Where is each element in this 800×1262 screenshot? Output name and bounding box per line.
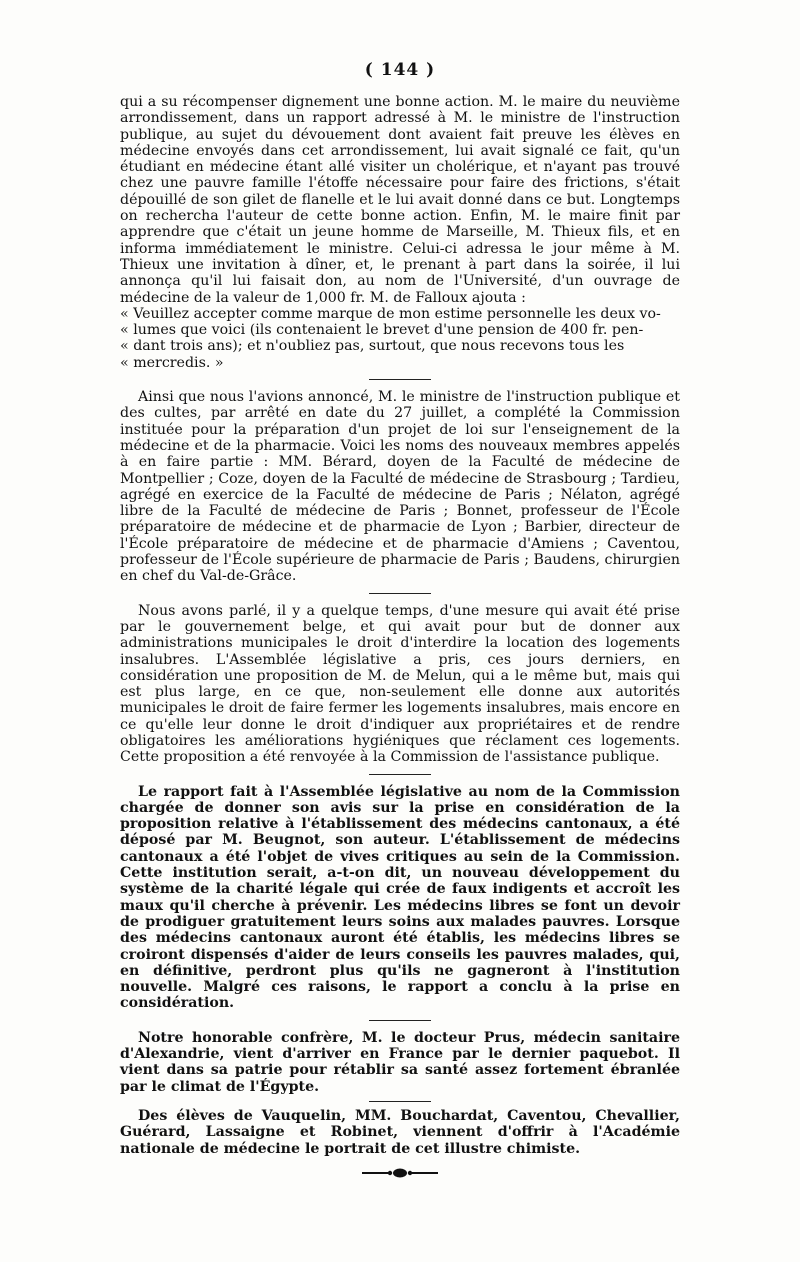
paragraph-vauquelin: Des élèves de Vauquelin, MM. Bouchardat, Caventou, Chevallier, Guérard, Lassaigne et Robinet, viennent d'offrir à l'Académie nationale de médecine le portrait de cet illustre chimiste. xyxy=(120,1107,680,1157)
end-ornament-icon xyxy=(360,1166,440,1180)
article-body xyxy=(120,94,680,1180)
quote-line: « dant trois ans); et n'oubliez pas, surtout, que nous recevons tous les xyxy=(120,338,625,355)
paragraph-medecins-cantonaux: Le rapport fait à l'Assemblée législative au nom de la Commission chargée de donner son avis sur la prise en considération de la proposition relative à l'établissement des médecins cantonaux, a été déposé par M. Beugnot, son auteur. L'établissement de médecins cantonaux a été l'objet de vives critiques au sein de la Commission. Cette institution serait, a-t-on dit, un nouveau développement du système de la charité légale qui crée de faux indigents et accroît les maux qu'il cherche à prévenir. Les médecins libres se font un devoir de prodiguer gratuitement leurs soins aux malades pauvres. Lorsque des médecins cantonaux auront été établis, les médecins libres se croiront dispensés d'aider de leurs conseils les pauvres malades, qui, en définitive, perdront plus qu'ils ne gagneront à l'institution nouvelle. Malgré ces raisons, le rapport a conclu à la prise en considération. xyxy=(120,783,680,1012)
quote-line: « lumes que voici (ils contenaient le brevet d'une pension de 400 fr. pen- xyxy=(120,322,644,339)
quote-line: « Veuillez accepter comme marque de mon estime personnelle les deux vo- xyxy=(120,305,661,322)
section-divider xyxy=(369,593,431,594)
paragraph-prus: Notre honorable confrère, M. le docteur Prus, médecin sanitaire d'Alexandrie, vient d'arriver en France par le dernier paquebot. Il vient dans sa patrie pour rétablir sa santé assez fortement ébranlée par le climat de l'Égypte. xyxy=(120,1029,680,1095)
paragraph-thieux: qui a su récompenser dignement une bonne action. M. le maire du neuvième arrondissement, dans un rapport adressé à M. le ministre de l'instruction publique, au sujet du dévouement dont avaient fait preuve les élèves en médecine envoyés dans cet arrondissement, lui avait signalé ce fait, qu'un étudiant en médecine étant allé visiter un cholérique, et n'ayant pas trouvé chez une pauvre famille l'étoffe nécessaire pour faire des frictions, s'était dépouillé de son gilet de flanelle et le lui avait donné dans ce but. Longtemps on rechercha l'auteur de cette bonne action. Enfin, M. le maire finit par apprendre que c'était un jeune homme de Marseille, M. Thieux fils, et en informa immédiatement le ministre. Celui-ci adressa le jour même à M. Thieux une invitation à dîner, et, le prenant à part dans la soirée, il lui annonça qu'il lui faisait don, au nom de l'Université, d'un ouvrage de médecine de la valeur de 1,000 fr. M. de Falloux ajouta : xyxy=(120,94,680,306)
page-number: ( 144 ) xyxy=(364,60,436,80)
section-divider xyxy=(369,1101,431,1102)
quote-line: « mercredis. » xyxy=(120,354,224,371)
paragraph-commission: Ainsi que nous l'avions annoncé, M. le ministre de l'instruction publique et des cultes, par arrêté en date du 27 juillet, a complété la Commission instituée pour la préparation d'un projet de loi sur l'enseignement de la médecine et de la pharmacie. Voici les noms des nouveaux membres appelés à en faire partie : MM. Bérard, doyen de la Faculté de médecine de Montpellier ; Coze, doyen de la Faculté de médecine de Strasbourg ; Tardieu, agrégé en exercice de la Faculté de médecine de Paris ; Nélaton, agrégé libre de la Faculté de médecine de Paris ; Bonnet, professeur de l'École préparatoire de médecine et de pharmacie de Lyon ; Barbier, directeur de l'École préparatoire de médecine et de pharmacie d'Amiens ; Caventou, professeur de l'École supérieure de pharmacie de Paris ; Baudens, chirurgien en chef du Val-de-Grâce. xyxy=(120,389,680,585)
section-divider xyxy=(369,1020,431,1021)
section-divider xyxy=(369,774,431,775)
section-divider xyxy=(369,379,431,380)
paragraph-logements: Nous avons parlé, il y a quelque temps, d'une mesure qui avait été prise par le gouvernement belge, et qui avait pour but de donner aux administrations municipales le droit d'interdire la location des logements insalubres. L'Assemblée législative a pris, ces jours derniers, en considération une proposition de M. de Melun, qui a le même but, mais qui est plus large, en ce que, non-seulement elle donne aux autorités municipales le droit de faire fermer les logements insalubres, mais encore en ce qu'elle leur donne le droit d'indiquer aux propriétaires et de rendre obligatoires les améliorations hygiéniques que réclament ces logements. Cette proposition a été renvoyée à la Commission de l'assistance publique. xyxy=(120,602,680,766)
